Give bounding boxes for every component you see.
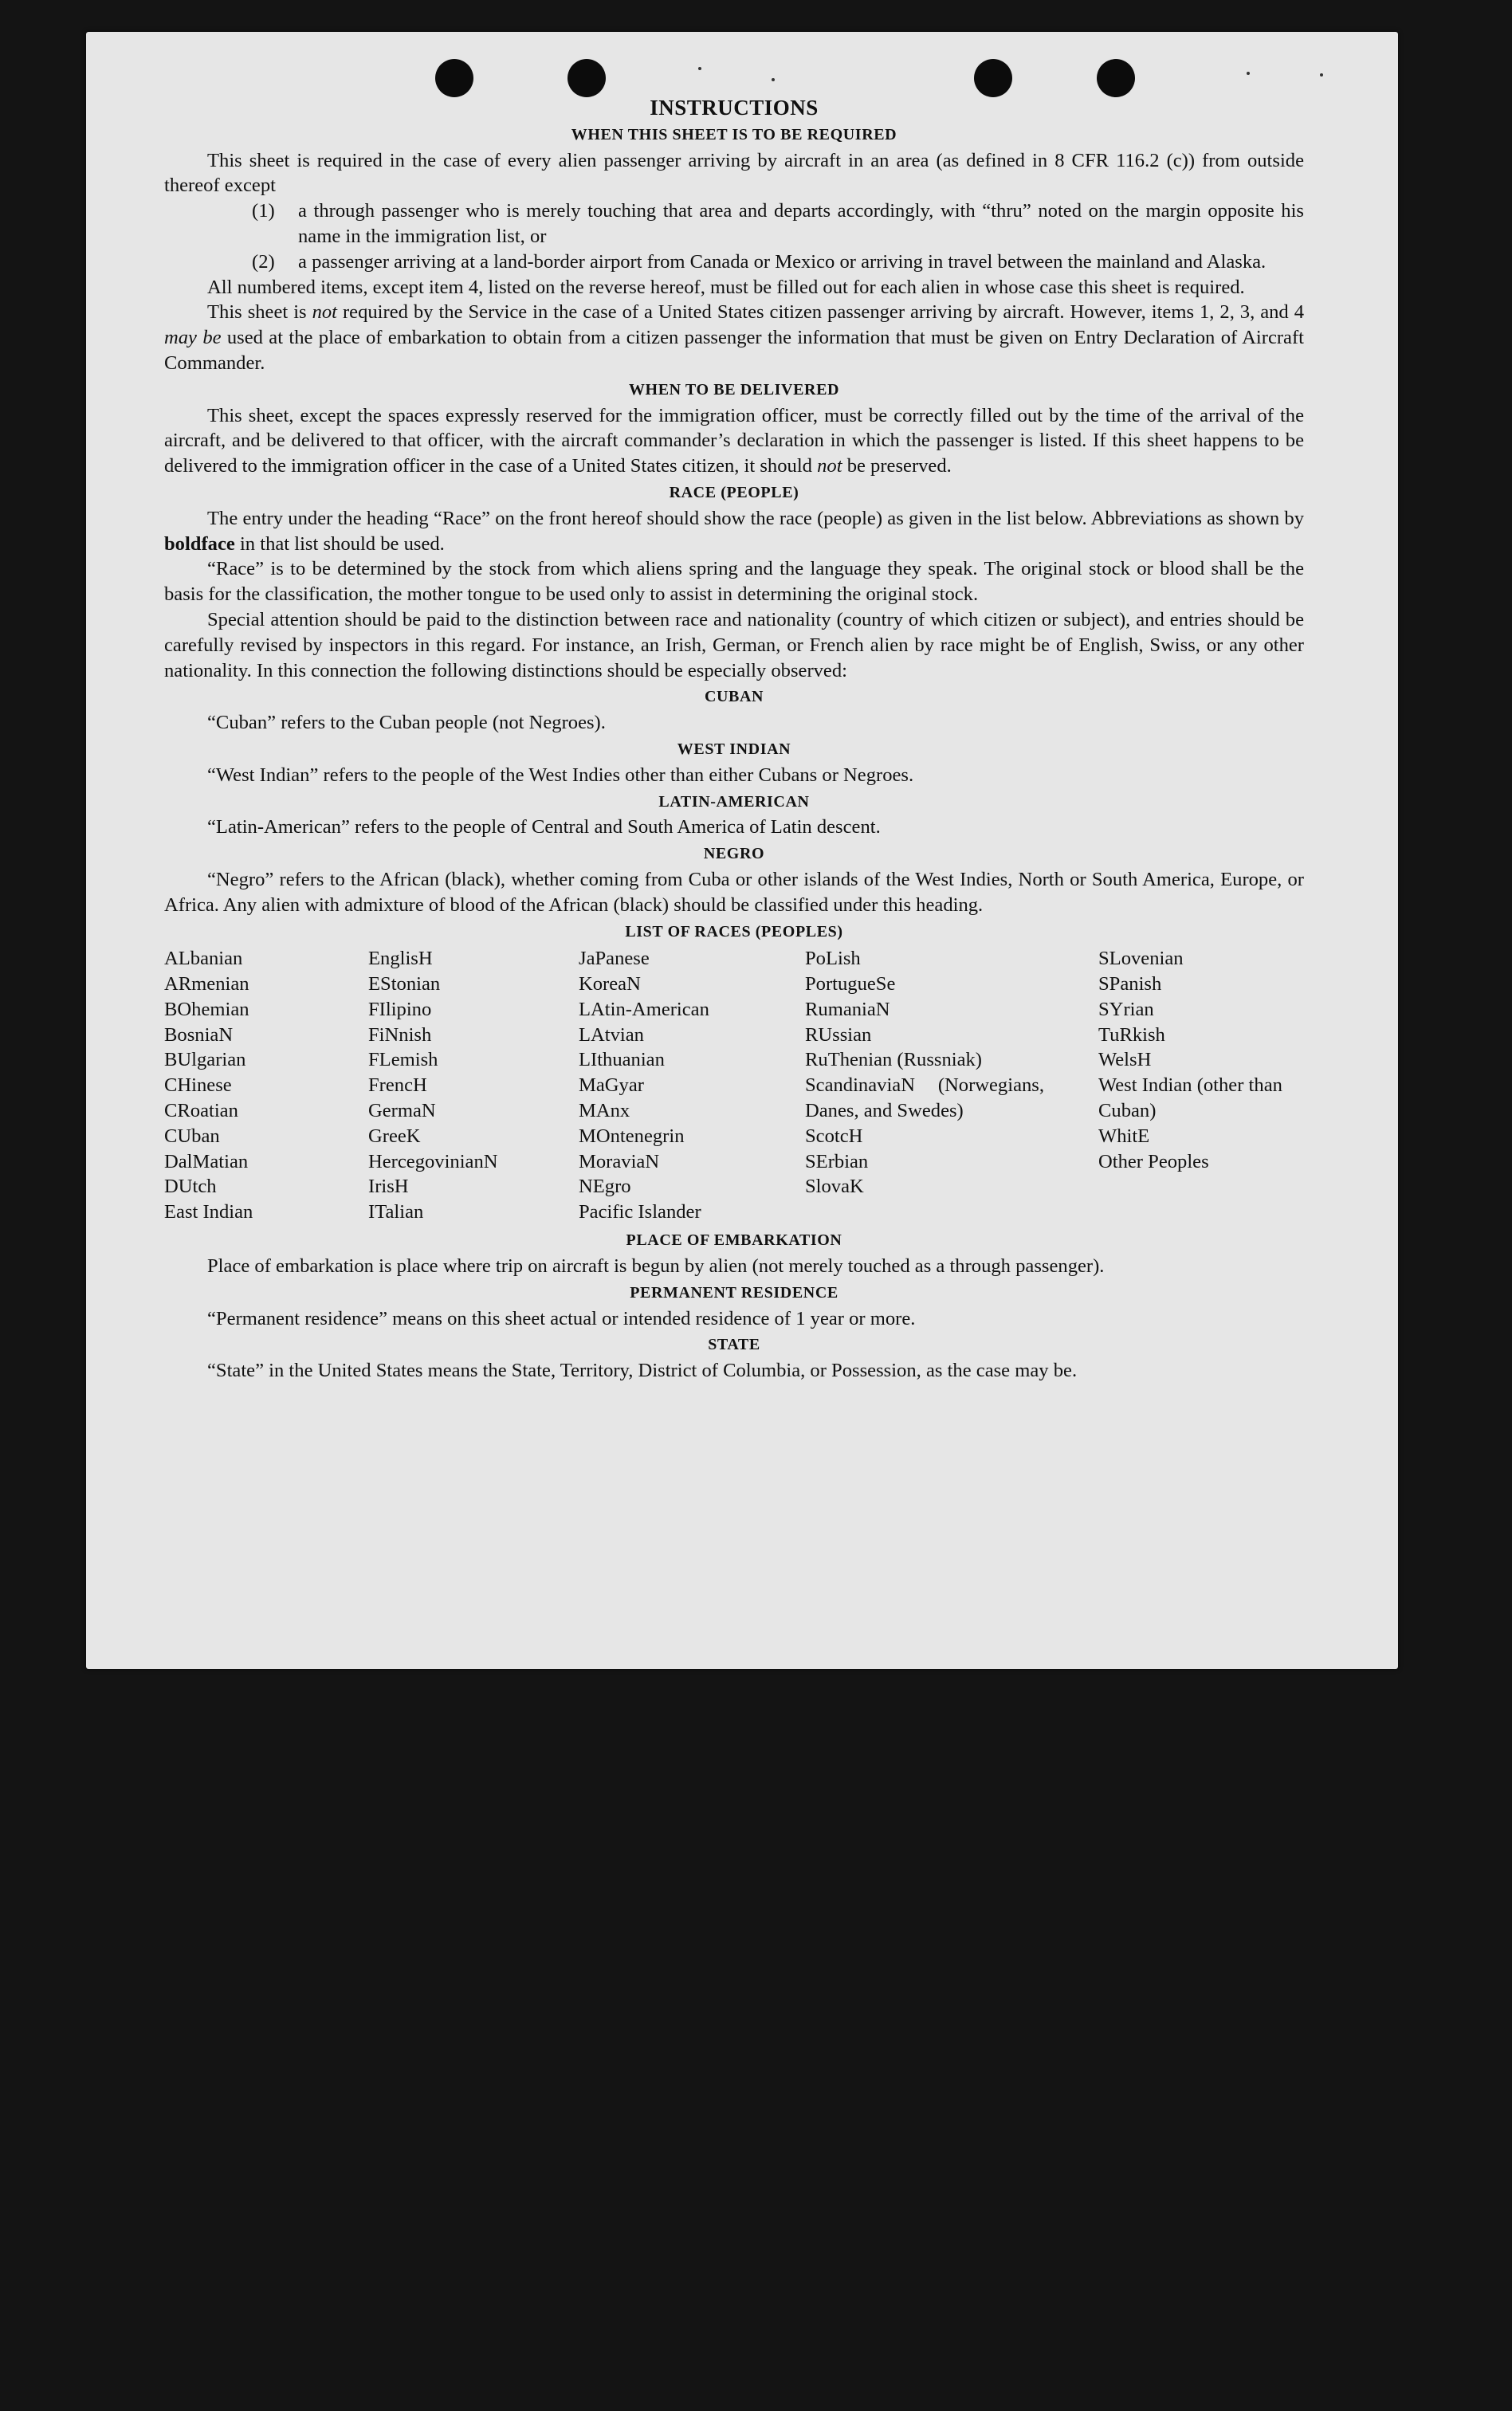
speck xyxy=(1247,72,1250,75)
race-entry: WelsH xyxy=(1098,1049,1152,1071)
race-entry: LIthuanian xyxy=(579,1049,665,1071)
paragraph: This sheet is not required by the Service in the case of a United States citizen passenger arriving by aircraft. However, items 1, 2, 3, and 4 may be used at the place of embarkation to obtain from a citizen passenger the information that must be given on Entry Declaration of Aircraft Commander. xyxy=(164,301,1304,374)
race-entry: MOntenegrin xyxy=(579,1125,685,1147)
punch-hole xyxy=(435,59,473,97)
race-entry: FLemish xyxy=(368,1049,438,1071)
list-item xyxy=(164,249,1304,275)
race-entry: ALbanian xyxy=(164,948,243,970)
races-column xyxy=(805,946,1044,1200)
race-entry: SlovaK xyxy=(805,1176,864,1198)
race-entry: DUtch xyxy=(164,1176,217,1198)
paragraph: “State” in the United States means the State, Territory, District of Columbia, or Possession, as the case may be. xyxy=(207,1360,1078,1382)
speck xyxy=(698,67,701,70)
paragraph: “Latin-American” refers to the people of Central and South America of Latin descent. xyxy=(207,816,881,838)
race-entry: BUlgarian xyxy=(164,1049,246,1071)
race-entry: FiNnish xyxy=(368,1023,432,1046)
section-heading: STATE xyxy=(708,1336,760,1354)
paragraph: Special attention should be paid to the distinction between race and nationality (country of which citizen or subject), and entries should be carefully revised by inspectors in this regard. For instance, an Irish, German, or French alien by race might be of English, Swiss, or any other nationality. In this connection the following distinctions should be especially observed: xyxy=(164,608,1304,681)
race-entry: MAnx xyxy=(579,1100,630,1122)
paragraph: “Race” is to be determined by the stock from which aliens spring and the language they speak. The original stock or blood shall be the basis for the classification, the mother tongue to be used only to assist in determining the original stock. xyxy=(164,558,1304,606)
race-entry: Pacific Islander xyxy=(579,1201,701,1223)
race-entry: JaPanese xyxy=(579,948,650,970)
race-entry: RuThenian (Russniak) xyxy=(805,1049,982,1071)
race-entry: EnglisH xyxy=(368,948,433,970)
race-entry: KoreaN xyxy=(579,973,641,995)
races-column xyxy=(368,946,498,1225)
race-entry: ScandinaviaN (Norwegians, Danes, and Swedes) xyxy=(805,1074,1044,1122)
race-entry: CRoatian xyxy=(164,1100,238,1122)
section-heading: CUBAN xyxy=(704,688,764,706)
page-title: INSTRUCTIONS xyxy=(650,96,819,120)
races-list xyxy=(164,946,1304,1227)
race-entry: SPanish xyxy=(1098,973,1162,995)
section-heading: PERMANENT RESIDENCE xyxy=(630,1283,838,1302)
races-column xyxy=(579,946,709,1225)
race-entry: PoLish xyxy=(805,948,861,970)
punch-hole xyxy=(567,59,606,97)
section-heading: LATIN-AMERICAN xyxy=(658,792,810,811)
item-text: a through passenger who is merely touching that area and departs accordingly, with “thru” noted on the margin opposite his name in the immigration list, or xyxy=(298,200,1304,247)
race-entry: ITalian xyxy=(368,1201,424,1223)
punch-hole xyxy=(1097,59,1135,97)
instructions-body xyxy=(164,96,1304,1384)
paragraph: “Permanent residence” means on this sheet actual or intended residence of 1 year or more. xyxy=(207,1307,916,1329)
race-entry: RumaniaN xyxy=(805,998,890,1020)
races-column xyxy=(164,946,253,1225)
race-entry: GermaN xyxy=(368,1100,436,1122)
race-entry: LAtin-American xyxy=(579,998,709,1020)
race-entry: WhitE xyxy=(1098,1125,1150,1147)
race-entry: CHinese xyxy=(164,1074,232,1097)
race-entry: TuRkish xyxy=(1098,1023,1165,1046)
race-entry: PortugueSe xyxy=(805,973,896,995)
race-entry: NEgro xyxy=(579,1176,631,1198)
section-heading: NEGRO xyxy=(703,845,765,863)
race-entry: FrencH xyxy=(368,1074,427,1097)
race-entry: SYrian xyxy=(1098,998,1154,1020)
races-column xyxy=(1098,946,1304,1174)
race-entry: CUban xyxy=(164,1125,220,1147)
item-text: a passenger arriving at a land-border airport from Canada or Mexico or arriving in travel between the mainland and Alaska. xyxy=(298,250,1267,273)
paragraph: “West Indian” refers to the people of the West Indies other than either Cubans or Negroes. xyxy=(207,764,914,786)
paragraph: “Cuban” refers to the Cuban people (not Negroes). xyxy=(207,712,606,734)
paragraph: This sheet, except the spaces expressly reserved for the immigration officer, must be correctly filled out by the time of the arrival of the aircraft, and be delivered to that officer, with the aircraft commander’s declaration in which the passenger is listed. If this sheet happens to be delivered to the immigration officer in the case of a United States citizen, it should not be preserved. xyxy=(164,404,1304,477)
section-heading: LIST OF RACES (PEOPLES) xyxy=(625,922,843,940)
race-entry: GreeK xyxy=(368,1125,421,1147)
race-entry: EStonian xyxy=(368,973,441,995)
document-sheet xyxy=(86,32,1398,1669)
section-heading: WEST INDIAN xyxy=(677,740,791,758)
race-entry: West Indian (other than Cuban) xyxy=(1098,1074,1282,1122)
race-entry: SErbian xyxy=(805,1150,869,1172)
race-entry: ARmenian xyxy=(164,973,249,995)
paragraph: The entry under the heading “Race” on the front hereof should show the race (people) as given in the list below. Abbreviations as shown by boldface in that list should be used. xyxy=(164,507,1304,555)
item-number: (1) xyxy=(252,200,275,222)
paragraph: Place of embarkation is place where trip on aircraft is begun by alien (not merely touched as a through passenger). xyxy=(207,1255,1105,1278)
race-entry: East Indian xyxy=(164,1201,253,1223)
paragraph: This sheet is required in the case of every alien passenger arriving by aircraft in an area (as defined in 8 CFR 116.2 (c)) from outside thereof except xyxy=(164,149,1304,197)
list-item xyxy=(164,198,1304,249)
section-heading: RACE (PEOPLE) xyxy=(669,483,799,501)
race-entry: RUssian xyxy=(805,1023,872,1046)
section-heading: WHEN THIS SHEET IS TO BE REQUIRED xyxy=(571,125,897,143)
paragraph: All numbered items, except item 4, listed on the reverse hereof, must be filled out for each alien in whose case this sheet is required. xyxy=(207,276,1245,298)
punch-hole xyxy=(974,59,1012,97)
race-entry: MoraviaN xyxy=(579,1150,660,1172)
speck xyxy=(772,78,775,81)
race-entry: Other Peoples xyxy=(1098,1150,1209,1172)
speck xyxy=(1320,73,1323,77)
race-entry: MaGyar xyxy=(579,1074,644,1097)
race-entry: ScotcH xyxy=(805,1125,863,1147)
race-entry: IrisH xyxy=(368,1176,409,1198)
paragraph: “Negro” refers to the African (black), whether coming from Cuba or other islands of the West Indies, North or South America, Europe, or Africa. Any alien with admixture of blood of the African (black) should be classified under this heading. xyxy=(164,868,1304,916)
item-number: (2) xyxy=(252,250,275,273)
race-entry: DalMatian xyxy=(164,1150,249,1172)
section-heading: WHEN TO BE DELIVERED xyxy=(628,380,840,399)
race-entry: BOhemian xyxy=(164,998,249,1020)
section-heading: PLACE OF EMBARKATION xyxy=(626,1231,842,1250)
race-entry: HercegovinianN xyxy=(368,1150,498,1172)
race-entry: FIlipino xyxy=(368,998,432,1020)
race-entry: BosniaN xyxy=(164,1023,234,1046)
race-entry: SLovenian xyxy=(1098,948,1184,970)
race-entry: LAtvian xyxy=(579,1023,644,1046)
